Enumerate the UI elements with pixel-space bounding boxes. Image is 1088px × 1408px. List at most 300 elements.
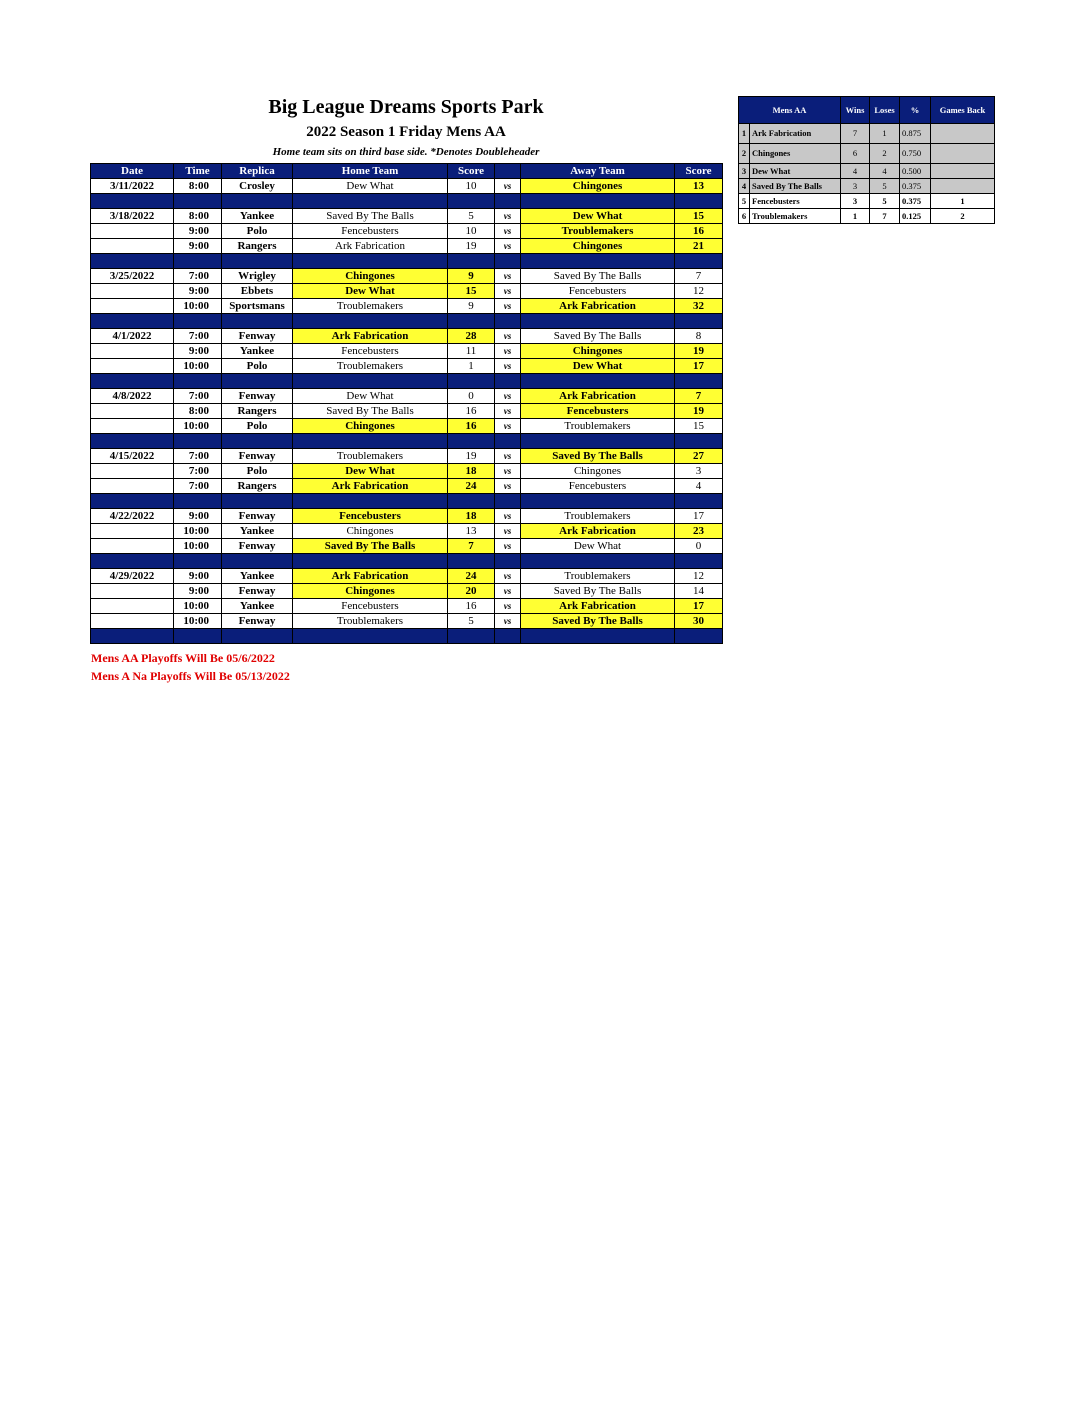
separator-cell [675, 554, 723, 569]
team-rank: 3 [739, 164, 750, 179]
separator-cell [222, 494, 293, 509]
team-loses: 1 [870, 124, 900, 144]
column-header: Replica [222, 164, 293, 179]
game-date: 4/15/2022 [91, 449, 174, 464]
vs-label: vs [495, 464, 521, 479]
separator-cell [448, 374, 495, 389]
field-replica: Yankee [222, 524, 293, 539]
home-score: 24 [448, 569, 495, 584]
standings-header: Mens AA [739, 97, 841, 124]
separator-cell [174, 314, 222, 329]
game-row [91, 569, 723, 584]
field-replica: Fenway [222, 584, 293, 599]
game-row [91, 404, 723, 419]
away-team: Fencebusters [521, 404, 675, 419]
games-back [931, 124, 995, 144]
page-subtitle: 2022 Season 1 Friday Mens AA [306, 124, 506, 140]
field-replica: Sportsmans [222, 299, 293, 314]
field-replica: Fenway [222, 449, 293, 464]
game-date [91, 224, 174, 239]
standings-row [739, 194, 995, 209]
away-team: Troublemakers [521, 224, 675, 239]
game-date [91, 284, 174, 299]
team-wins: 6 [841, 144, 870, 164]
away-team: Chingones [521, 179, 675, 194]
team-rank: 4 [739, 179, 750, 194]
game-row [91, 269, 723, 284]
vs-label: vs [495, 284, 521, 299]
home-score: 9 [448, 269, 495, 284]
vs-label: vs [495, 329, 521, 344]
home-score: 18 [448, 509, 495, 524]
game-time: 10:00 [174, 359, 222, 374]
vs-label: vs [495, 389, 521, 404]
away-team: Saved By The Balls [521, 449, 675, 464]
separator-cell [174, 194, 222, 209]
home-team: Chingones [293, 419, 448, 434]
game-time: 9:00 [174, 239, 222, 254]
home-team: Troublemakers [293, 614, 448, 629]
game-row [91, 539, 723, 554]
vs-label: vs [495, 449, 521, 464]
team-pct: 0.750 [900, 144, 931, 164]
field-replica: Rangers [222, 404, 293, 419]
home-team: Troublemakers [293, 299, 448, 314]
game-time: 7:00 [174, 479, 222, 494]
week-separator [91, 629, 723, 644]
vs-label: vs [495, 299, 521, 314]
game-time: 9:00 [174, 569, 222, 584]
separator-cell [174, 629, 222, 644]
separator-cell [521, 554, 675, 569]
team-pct: 0.375 [900, 194, 931, 209]
away-score: 3 [675, 464, 723, 479]
away-team: Ark Fabrication [521, 524, 675, 539]
home-score: 19 [448, 239, 495, 254]
team-loses: 4 [870, 164, 900, 179]
home-score: 19 [448, 449, 495, 464]
separator-cell [448, 314, 495, 329]
game-date: 3/11/2022 [91, 179, 174, 194]
away-team: Dew What [521, 539, 675, 554]
playoff-note: Mens A Na Playoffs Will Be 05/13/2022 [91, 669, 290, 683]
game-row [91, 179, 723, 194]
game-date [91, 419, 174, 434]
team-name: Fencebusters [750, 194, 841, 209]
vs-label: vs [495, 269, 521, 284]
field-replica: Yankee [222, 209, 293, 224]
vs-label: vs [495, 479, 521, 494]
field-replica: Rangers [222, 479, 293, 494]
separator-cell [448, 629, 495, 644]
away-score: 15 [675, 209, 723, 224]
separator-cell [521, 434, 675, 449]
team-rank: 2 [739, 144, 750, 164]
home-team: Fencebusters [293, 509, 448, 524]
separator-cell [495, 194, 521, 209]
separator-cell [675, 314, 723, 329]
week-separator [91, 494, 723, 509]
home-team: Chingones [293, 584, 448, 599]
schedule-table [90, 163, 723, 644]
game-date [91, 344, 174, 359]
team-loses: 2 [870, 144, 900, 164]
away-score: 7 [675, 389, 723, 404]
column-header: Time [174, 164, 222, 179]
column-header: Score [448, 164, 495, 179]
away-score: 19 [675, 344, 723, 359]
game-date [91, 614, 174, 629]
home-team: Saved By The Balls [293, 539, 448, 554]
separator-cell [293, 194, 448, 209]
separator-cell [293, 494, 448, 509]
week-separator [91, 554, 723, 569]
game-time: 7:00 [174, 464, 222, 479]
home-team: Fencebusters [293, 224, 448, 239]
standings-header: % [900, 97, 931, 124]
field-replica: Polo [222, 224, 293, 239]
game-time: 7:00 [174, 329, 222, 344]
game-row [91, 284, 723, 299]
field-replica: Fenway [222, 389, 293, 404]
column-header [495, 164, 521, 179]
home-score: 10 [448, 224, 495, 239]
away-score: 14 [675, 584, 723, 599]
separator-cell [521, 254, 675, 269]
away-team: Ark Fabrication [521, 389, 675, 404]
separator-cell [91, 434, 174, 449]
separator-cell [495, 434, 521, 449]
vs-label: vs [495, 584, 521, 599]
separator-cell [174, 434, 222, 449]
vs-label: vs [495, 344, 521, 359]
separator-cell [495, 554, 521, 569]
separator-cell [222, 254, 293, 269]
away-team: Troublemakers [521, 509, 675, 524]
vs-label: vs [495, 419, 521, 434]
separator-cell [222, 314, 293, 329]
game-row [91, 224, 723, 239]
games-back: 2 [931, 209, 995, 224]
home-team: Fencebusters [293, 599, 448, 614]
home-score: 16 [448, 419, 495, 434]
home-team: Ark Fabrication [293, 479, 448, 494]
team-pct: 0.375 [900, 179, 931, 194]
home-score: 9 [448, 299, 495, 314]
column-header: Home Team [293, 164, 448, 179]
field-replica: Yankee [222, 569, 293, 584]
column-header: Score [675, 164, 723, 179]
vs-label: vs [495, 359, 521, 374]
home-score: 20 [448, 584, 495, 599]
separator-cell [293, 554, 448, 569]
separator-cell [174, 254, 222, 269]
team-name: Chingones [750, 144, 841, 164]
home-team: Ark Fabrication [293, 569, 448, 584]
game-date [91, 584, 174, 599]
games-back: 1 [931, 194, 995, 209]
team-wins: 3 [841, 194, 870, 209]
team-loses: 7 [870, 209, 900, 224]
away-score: 32 [675, 299, 723, 314]
game-row [91, 329, 723, 344]
team-pct: 0.125 [900, 209, 931, 224]
field-replica: Fenway [222, 329, 293, 344]
home-team: Chingones [293, 524, 448, 539]
game-time: 7:00 [174, 269, 222, 284]
home-score: 5 [448, 209, 495, 224]
field-replica: Crosley [222, 179, 293, 194]
separator-cell [448, 254, 495, 269]
game-row [91, 209, 723, 224]
away-team: Saved By The Balls [521, 329, 675, 344]
away-team: Saved By The Balls [521, 614, 675, 629]
standings-row [739, 144, 995, 164]
week-separator [91, 314, 723, 329]
away-score: 7 [675, 269, 723, 284]
game-time: 8:00 [174, 179, 222, 194]
game-time: 10:00 [174, 539, 222, 554]
vs-label: vs [495, 404, 521, 419]
column-header: Away Team [521, 164, 675, 179]
separator-cell [174, 554, 222, 569]
games-back [931, 179, 995, 194]
separator-cell [675, 629, 723, 644]
schedule-header-row [91, 164, 723, 179]
separator-cell [448, 554, 495, 569]
separator-cell [495, 629, 521, 644]
separator-cell [222, 374, 293, 389]
game-date [91, 479, 174, 494]
game-row [91, 449, 723, 464]
away-score: 15 [675, 419, 723, 434]
game-date: 4/8/2022 [91, 389, 174, 404]
separator-cell [293, 434, 448, 449]
team-loses: 5 [870, 179, 900, 194]
vs-label: vs [495, 224, 521, 239]
vs-label: vs [495, 524, 521, 539]
separator-cell [521, 494, 675, 509]
away-team: Ark Fabrication [521, 299, 675, 314]
games-back [931, 164, 995, 179]
vs-label: vs [495, 179, 521, 194]
separator-cell [675, 254, 723, 269]
home-team: Troublemakers [293, 359, 448, 374]
separator-cell [293, 374, 448, 389]
week-separator [91, 194, 723, 209]
team-name: Troublemakers [750, 209, 841, 224]
home-team: Dew What [293, 389, 448, 404]
home-score: 18 [448, 464, 495, 479]
vs-label: vs [495, 509, 521, 524]
home-team: Saved By The Balls [293, 209, 448, 224]
game-time: 8:00 [174, 209, 222, 224]
home-score: 16 [448, 404, 495, 419]
field-replica: Ebbets [222, 284, 293, 299]
separator-cell [91, 314, 174, 329]
schedule-body [91, 179, 723, 644]
standings-body [739, 124, 995, 224]
game-time: 7:00 [174, 449, 222, 464]
home-team: Dew What [293, 284, 448, 299]
separator-cell [293, 314, 448, 329]
team-wins: 3 [841, 179, 870, 194]
separator-cell [675, 194, 723, 209]
game-date [91, 599, 174, 614]
separator-cell [675, 494, 723, 509]
home-score: 11 [448, 344, 495, 359]
separator-cell [495, 254, 521, 269]
game-time: 9:00 [174, 284, 222, 299]
team-pct: 0.875 [900, 124, 931, 144]
field-replica: Fenway [222, 539, 293, 554]
week-separator [91, 254, 723, 269]
away-score: 17 [675, 509, 723, 524]
field-replica: Yankee [222, 344, 293, 359]
game-row [91, 239, 723, 254]
away-team: Ark Fabrication [521, 599, 675, 614]
separator-cell [675, 374, 723, 389]
standings-header-row [739, 97, 995, 124]
away-team: Troublemakers [521, 419, 675, 434]
away-score: 17 [675, 599, 723, 614]
game-date [91, 539, 174, 554]
game-date: 3/25/2022 [91, 269, 174, 284]
away-score: 17 [675, 359, 723, 374]
team-name: Ark Fabrication [750, 124, 841, 144]
home-score: 13 [448, 524, 495, 539]
away-team: Troublemakers [521, 569, 675, 584]
standings-header: Wins [841, 97, 870, 124]
separator-cell [448, 194, 495, 209]
game-date: 4/1/2022 [91, 329, 174, 344]
away-team: Chingones [521, 239, 675, 254]
header-note: Home team sits on third base side. *Denotes Doubleheader [272, 146, 540, 158]
field-replica: Yankee [222, 599, 293, 614]
home-team: Dew What [293, 179, 448, 194]
home-team: Dew What [293, 464, 448, 479]
away-team: Saved By The Balls [521, 269, 675, 284]
team-loses: 5 [870, 194, 900, 209]
field-replica: Polo [222, 419, 293, 434]
game-time: 10:00 [174, 614, 222, 629]
game-time: 8:00 [174, 404, 222, 419]
separator-cell [495, 374, 521, 389]
game-date [91, 239, 174, 254]
game-time: 10:00 [174, 599, 222, 614]
away-team: Fencebusters [521, 284, 675, 299]
separator-cell [521, 194, 675, 209]
standings-row [739, 179, 995, 194]
away-team: Dew What [521, 359, 675, 374]
separator-cell [91, 554, 174, 569]
vs-label: vs [495, 569, 521, 584]
page-title: Big League Dreams Sports Park [268, 96, 544, 118]
vs-label: vs [495, 239, 521, 254]
game-time: 10:00 [174, 299, 222, 314]
game-date [91, 524, 174, 539]
standings-row [739, 209, 995, 224]
away-score: 12 [675, 569, 723, 584]
home-score: 10 [448, 179, 495, 194]
game-row [91, 389, 723, 404]
away-score: 27 [675, 449, 723, 464]
playoff-note: Mens AA Playoffs Will Be 05/6/2022 [91, 651, 275, 665]
separator-cell [521, 374, 675, 389]
home-score: 0 [448, 389, 495, 404]
separator-cell [293, 629, 448, 644]
separator-cell [293, 254, 448, 269]
game-time: 9:00 [174, 584, 222, 599]
game-date: 4/22/2022 [91, 509, 174, 524]
team-wins: 1 [841, 209, 870, 224]
week-separator [91, 434, 723, 449]
away-team: Dew What [521, 209, 675, 224]
game-date [91, 299, 174, 314]
separator-cell [521, 314, 675, 329]
separator-cell [675, 434, 723, 449]
away-score: 13 [675, 179, 723, 194]
vs-label: vs [495, 539, 521, 554]
standings-header: Loses [870, 97, 900, 124]
standings-row [739, 164, 995, 179]
game-date: 4/29/2022 [91, 569, 174, 584]
standings-row [739, 124, 995, 144]
field-replica: Rangers [222, 239, 293, 254]
field-replica: Fenway [222, 509, 293, 524]
game-row [91, 479, 723, 494]
vs-label: vs [495, 614, 521, 629]
game-row [91, 524, 723, 539]
field-replica: Polo [222, 359, 293, 374]
game-row [91, 419, 723, 434]
away-score: 19 [675, 404, 723, 419]
separator-cell [495, 494, 521, 509]
field-replica: Wrigley [222, 269, 293, 284]
home-team: Chingones [293, 269, 448, 284]
game-time: 10:00 [174, 524, 222, 539]
separator-cell [222, 554, 293, 569]
home-score: 16 [448, 599, 495, 614]
away-score: 23 [675, 524, 723, 539]
separator-cell [174, 374, 222, 389]
away-score: 30 [675, 614, 723, 629]
home-team: Saved By The Balls [293, 404, 448, 419]
game-row [91, 509, 723, 524]
separator-cell [222, 434, 293, 449]
team-name: Dew What [750, 164, 841, 179]
game-row [91, 614, 723, 629]
home-score: 15 [448, 284, 495, 299]
home-score: 7 [448, 539, 495, 554]
separator-cell [91, 194, 174, 209]
week-separator [91, 374, 723, 389]
column-header: Date [91, 164, 174, 179]
game-date [91, 404, 174, 419]
separator-cell [91, 374, 174, 389]
separator-cell [222, 194, 293, 209]
away-score: 0 [675, 539, 723, 554]
home-team: Ark Fabrication [293, 329, 448, 344]
game-time: 7:00 [174, 389, 222, 404]
team-pct: 0.500 [900, 164, 931, 179]
game-row [91, 344, 723, 359]
game-row [91, 464, 723, 479]
team-wins: 4 [841, 164, 870, 179]
separator-cell [91, 254, 174, 269]
home-team: Ark Fabrication [293, 239, 448, 254]
home-score: 5 [448, 614, 495, 629]
